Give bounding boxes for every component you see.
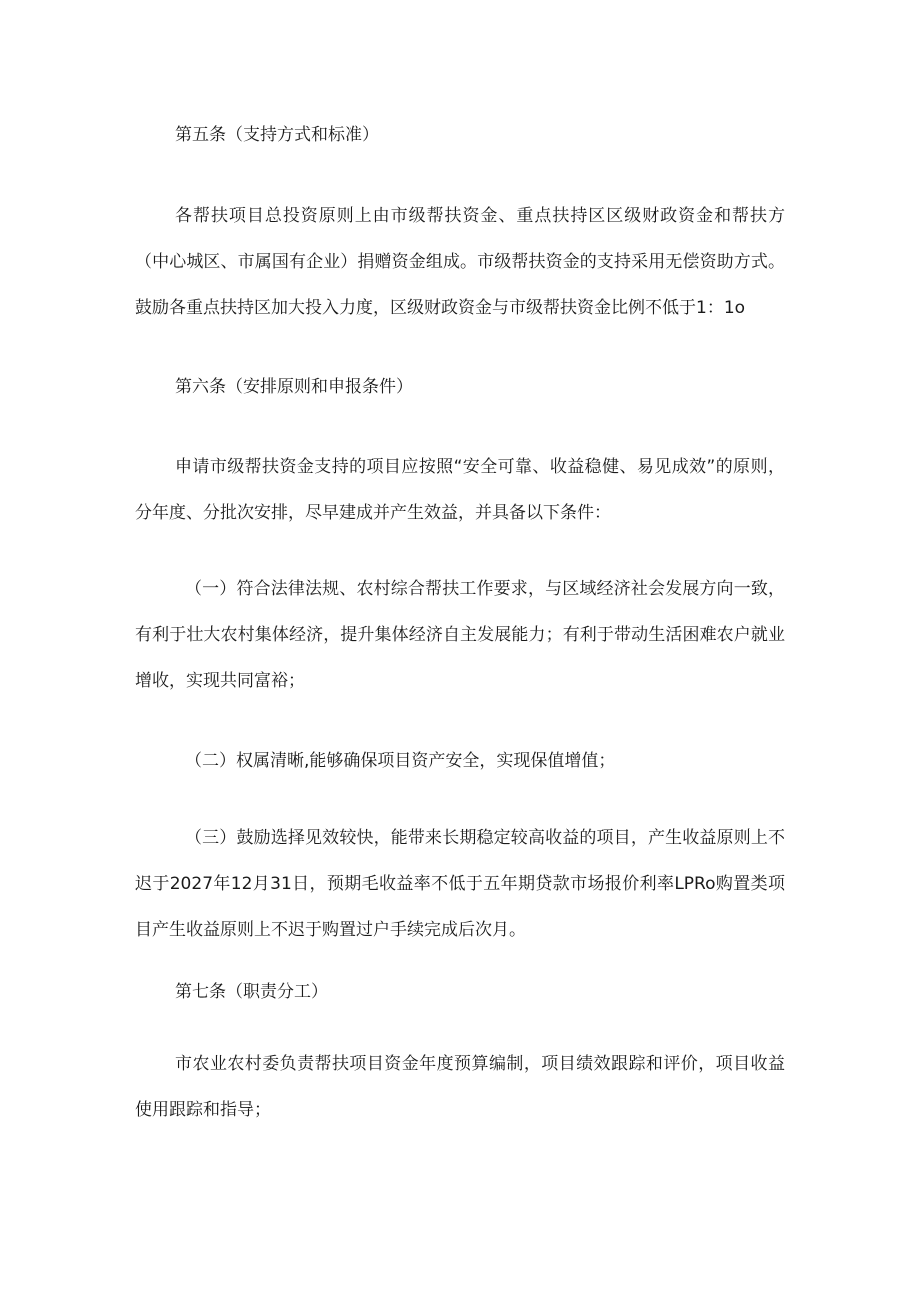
article-6-intro: 申请市级帮扶资金支持的项目应按照“安全可靠、收益稳健、易见成效”的原则，分年度、分批次安排，尽早建成并产生效益，并具备以下条件：	[135, 457, 785, 523]
article-6-item-1: （一）符合法律法规、农村综合帮扶工作要求，与区域经济社会发展方向一致，有利于壮大农村集体经济，提升集体经济自主发展能力；有利于带动生活困难农户就业增收，实现共同富裕；	[135, 579, 785, 691]
article-6-item-3: （三）鼓励选择见效较快，能带来长期稳定较高收益的项目，产生收益原则上不迟于2027年12月31日，预期毛收益率不低于五年期贷款市场报价利率LPRo购置类项目产生收益原则上不迟于购置过户手续完成后次月。	[135, 828, 785, 940]
article-5-heading: 第五条（支持方式和标准）	[175, 125, 379, 145]
article-7-body: 市农业农村委负责帮扶项目资金年度预算编制，项目绩效跟踪和评价，项目收益使用跟踪和指导；	[135, 1054, 785, 1120]
article-6-heading: 第六条（安排原则和申报条件）	[175, 377, 413, 397]
article-7-heading: 第七条（职责分工）	[175, 982, 328, 1002]
article-5-body: 各帮扶项目总投资原则上由市级帮扶资金、重点扶持区区级财政资金和帮扶方（中心城区、市属国有企业）捐赠资金组成。市级帮扶资金的支持采用无偿资助方式。鼓励各重点扶持区加大投入力度，区级财政资金与市级帮扶资金比例不低于1：1o	[135, 206, 785, 318]
article-6-item-2: （二）权属清晰,能够确保项目资产安全，实现保值增值；	[185, 751, 616, 771]
